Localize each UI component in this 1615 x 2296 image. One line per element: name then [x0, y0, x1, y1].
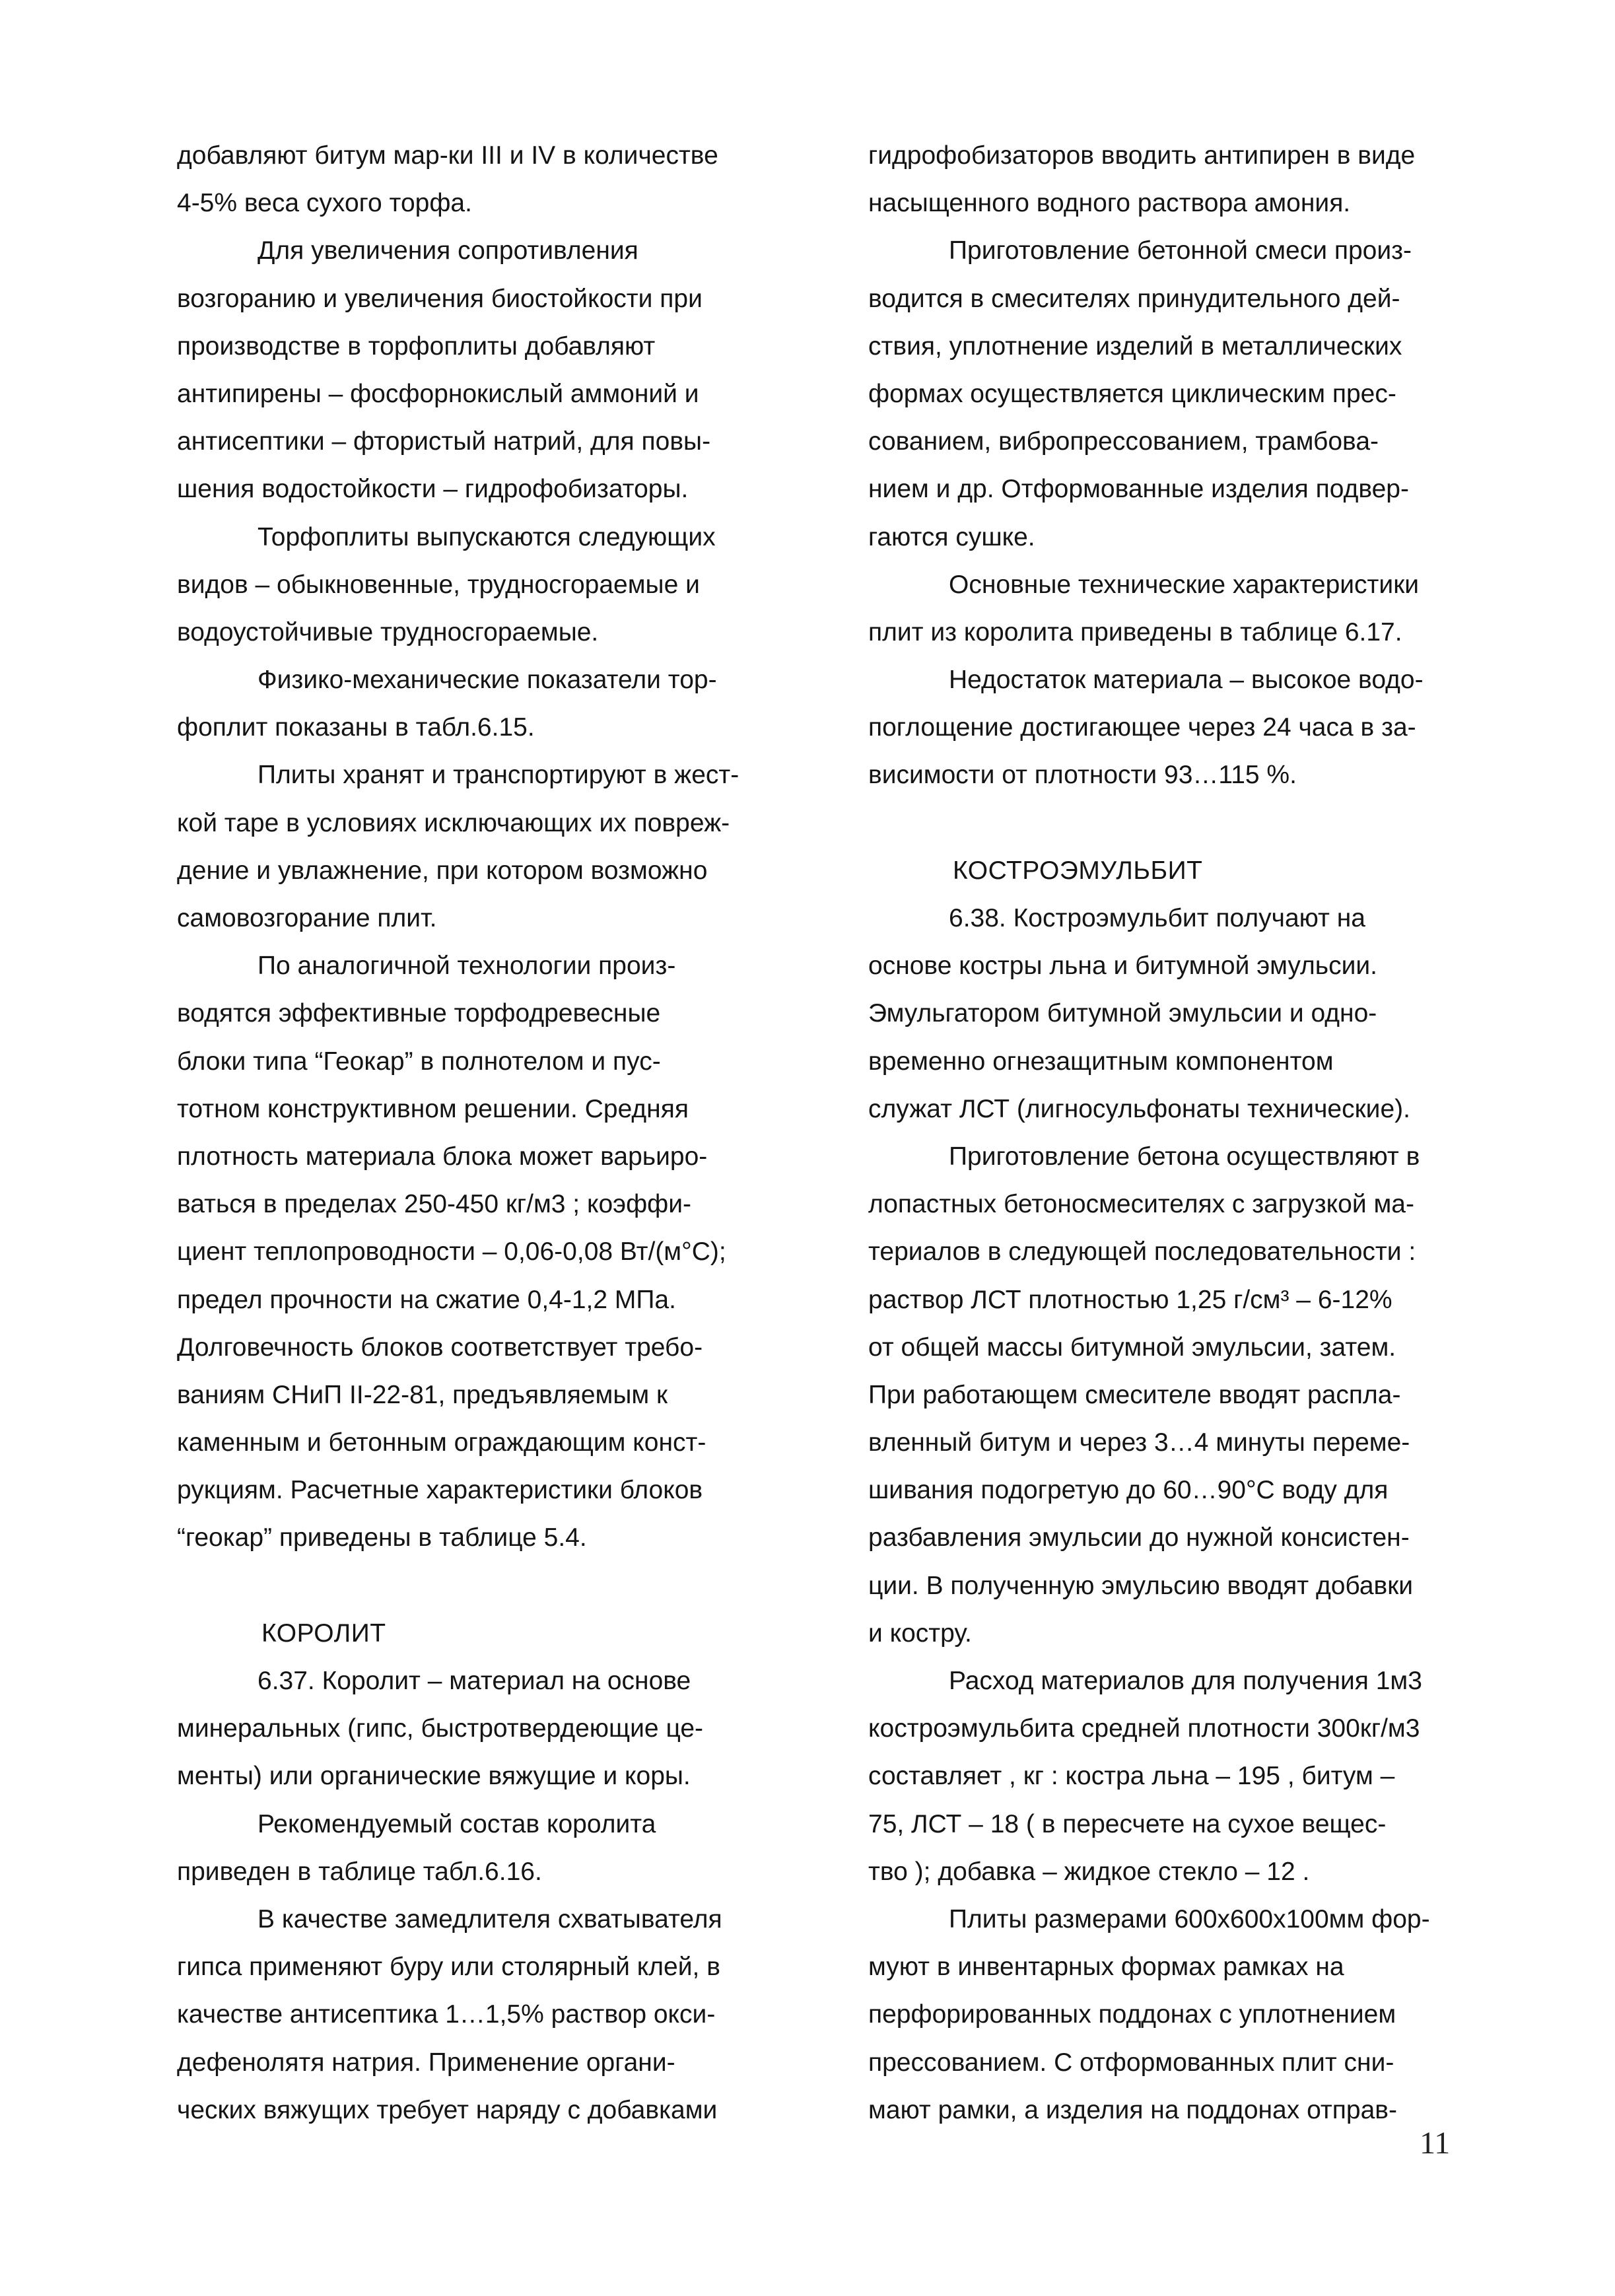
text-line: приведен в таблице табл.6.16.: [177, 1857, 542, 1886]
text-line: гаются сушке.: [868, 522, 1035, 551]
text-line: насыщенного водного раствора амония.: [868, 189, 1351, 218]
text-line: добавляют битум мар-ки III и IV в количестве: [177, 141, 718, 170]
text-line: гидрофобизаторов вводить антипирен в виде: [868, 141, 1416, 170]
left-text-column: [177, 132, 794, 2134]
text-line: Основные технические характеристики: [949, 570, 1420, 599]
text-line: основе костры льна и битумной эмульсии.: [868, 952, 1378, 981]
text-line: плотность материала блока может варьиро-: [177, 1142, 708, 1171]
paragraph-gap: [868, 800, 1476, 847]
right-text-column: [868, 132, 1476, 2134]
text-line: ваться в пределах 250-450 кг/м3 ; коэффи-: [177, 1190, 692, 1219]
text-line: антисептики – фтористый натрий, для повы-: [177, 427, 711, 456]
text-line: Приготовление бетонной смеси произ-: [949, 236, 1412, 265]
text-line: тотном конструктивном решении. Средняя: [177, 1094, 689, 1123]
text-line: перфорированных поддонах с уплотнением: [868, 2000, 1396, 2029]
text-line: дефенолятя натрия. Применение органи-: [177, 2048, 675, 2077]
text-line: В качестве замедлителя схватывателя: [258, 1904, 722, 1933]
text-line: ческих вяжущих требует наряду с добавками: [177, 2095, 718, 2124]
text-line: Плиты хранят и транспортируют в жест-: [258, 761, 739, 790]
text-line: По аналогичной технологии произ-: [258, 952, 676, 981]
text-line: поглощение достигающее через 24 часа в за-: [868, 713, 1416, 742]
text-line: производстве в торфоплиты добавляют: [177, 331, 656, 361]
text-line: возгоранию и увеличения биостойкости при: [177, 284, 703, 313]
text-line: качестве антисептика 1…1,5% раствор окси-: [177, 2000, 716, 2029]
paragraph-gap: [177, 1562, 794, 1610]
text-line: блоки типа “Геокар” в полнотелом и пус-: [177, 1047, 661, 1076]
text-line: костроэмульбита средней плотности 300кг/м3: [868, 1714, 1420, 1743]
page-number: 11: [1420, 2126, 1451, 2161]
text-line: прессованием. С отформованных плит сни-: [868, 2048, 1394, 2077]
text-line: Долговечность блоков соответствует требо-: [177, 1333, 703, 1362]
text-line: и костру.: [868, 1618, 972, 1648]
text-line: 4-5% веса сухого торфа.: [177, 189, 472, 218]
text-line: видов – обыкновенные, трудносгораемые и: [177, 570, 700, 599]
text-line: ции. В полученную эмульсию вводят добавки: [868, 1571, 1414, 1600]
text-line: Плиты размерами 600х600х100мм фор-: [949, 1904, 1430, 1933]
text-line: Недостаток материала – высокое водо-: [949, 666, 1424, 695]
text-line: самовозгорание плит.: [177, 904, 437, 932]
text-line: минеральных (гипс, быстротвердеющие це-: [177, 1714, 704, 1743]
text-line: водится в смесителях принудительного дей-: [868, 284, 1400, 313]
text-line: фоплит показаны в табл.6.15.: [177, 713, 535, 742]
text-line: Эмульгатором битумной эмульсии и одно-: [868, 999, 1377, 1028]
text-line: 75, ЛСТ – 18 ( в пересчете на сухое вещес-: [868, 1809, 1387, 1838]
text-line: ствия, уплотнение изделий в металлических: [868, 331, 1402, 361]
text-line: разбавления эмульсии до нужной консистен-: [868, 1523, 1410, 1552]
text-line: временно огнезащитным компонентом: [868, 1047, 1334, 1076]
text-line: от общей массы битумной эмульсии, затем.: [868, 1333, 1396, 1362]
text-line: Приготовление бетона осуществляют в: [949, 1142, 1420, 1171]
text-line: тво ); добавка – жидкое стекло – 12 .: [868, 1857, 1310, 1886]
text-line: висимости от плотности 93…115 %.: [868, 761, 1297, 790]
text-line: муют в инвентарных формах рамках на: [868, 1953, 1344, 1982]
text-line: антипирены – фосфорнокислый аммоний и: [177, 379, 699, 408]
text-line: лопастных бетоносмесителях с загрузкой ма-: [868, 1190, 1414, 1219]
text-line: ваниям СНиП II-22-81, предъявляемым к: [177, 1380, 668, 1409]
text-line: водятся эффективные торфодревесные: [177, 999, 661, 1028]
text-line: шивания подогретую до 60…90°С воду для: [868, 1476, 1389, 1505]
text-line: предел прочности на сжатие 0,4-1,2 МПа.: [177, 1285, 676, 1314]
text-line: мают рамки, а изделия на поддонах отправ-: [868, 2095, 1397, 2124]
text-line: Для увеличения сопротивления: [258, 236, 638, 265]
text-line: формах осуществляется циклическим прес-: [868, 379, 1396, 408]
text-line: шения водостойкости – гидрофобизаторы.: [177, 475, 689, 504]
text-line: составляет , кг : костра льна – 195 , битум –: [868, 1762, 1395, 1791]
text-line: циент теплопроводности – 0,06-0,08 Вт/(м°С);: [177, 1237, 726, 1267]
text-line: При работающем смесителе вводят распла-: [868, 1380, 1401, 1409]
text-line: менты) или органические вяжущие и коры.: [177, 1762, 691, 1791]
text-line: Торфоплиты выпускаются следующих: [258, 522, 716, 551]
text-line: вленный битум и через 3…4 минуты переме-: [868, 1428, 1410, 1457]
text-line: плит из королита приведены в таблице 6.17.: [868, 617, 1402, 646]
text-line: Расход материалов для получения 1м3: [949, 1667, 1422, 1695]
text-line: териалов в следующей последовательности :: [868, 1237, 1416, 1267]
text-line: “геокар” приведены в таблице 5.4.: [177, 1523, 587, 1552]
section-heading: КОСТРОЭМУЛЬБИТ: [953, 856, 1203, 885]
text-line: служат ЛСТ (лигносульфонаты технические).: [868, 1094, 1410, 1123]
text-line: нием и др. Отформованные изделия подвер-: [868, 475, 1409, 504]
text-line: кой таре в условиях исключающих их повреж-: [177, 808, 730, 837]
text-line: водоустойчивые трудносгораемые.: [177, 617, 599, 646]
text-line: Рекомендуемый состав королита: [258, 1809, 656, 1838]
text-line: 6.38. Костроэмульбит получают на: [949, 904, 1365, 932]
text-line: сованием, вибропрессованием, трамбова-: [868, 427, 1379, 456]
text-line: Физико-механические показатели тор-: [258, 666, 717, 695]
text-line: 6.37. Королит – материал на основе: [258, 1667, 691, 1695]
text-line: гипса применяют буру или столярный клей, в: [177, 1953, 720, 1982]
text-line: раствор ЛСТ плотностью 1,25 г/см³ – 6-12%: [868, 1285, 1392, 1314]
section-heading: КОРОЛИТ: [261, 1618, 386, 1648]
text-line: дение и увлажнение, при котором возможно: [177, 856, 708, 885]
text-line: каменным и бетонным ограждающим конст-: [177, 1428, 706, 1457]
text-line: рукциям. Расчетные характеристики блоков: [177, 1476, 703, 1505]
